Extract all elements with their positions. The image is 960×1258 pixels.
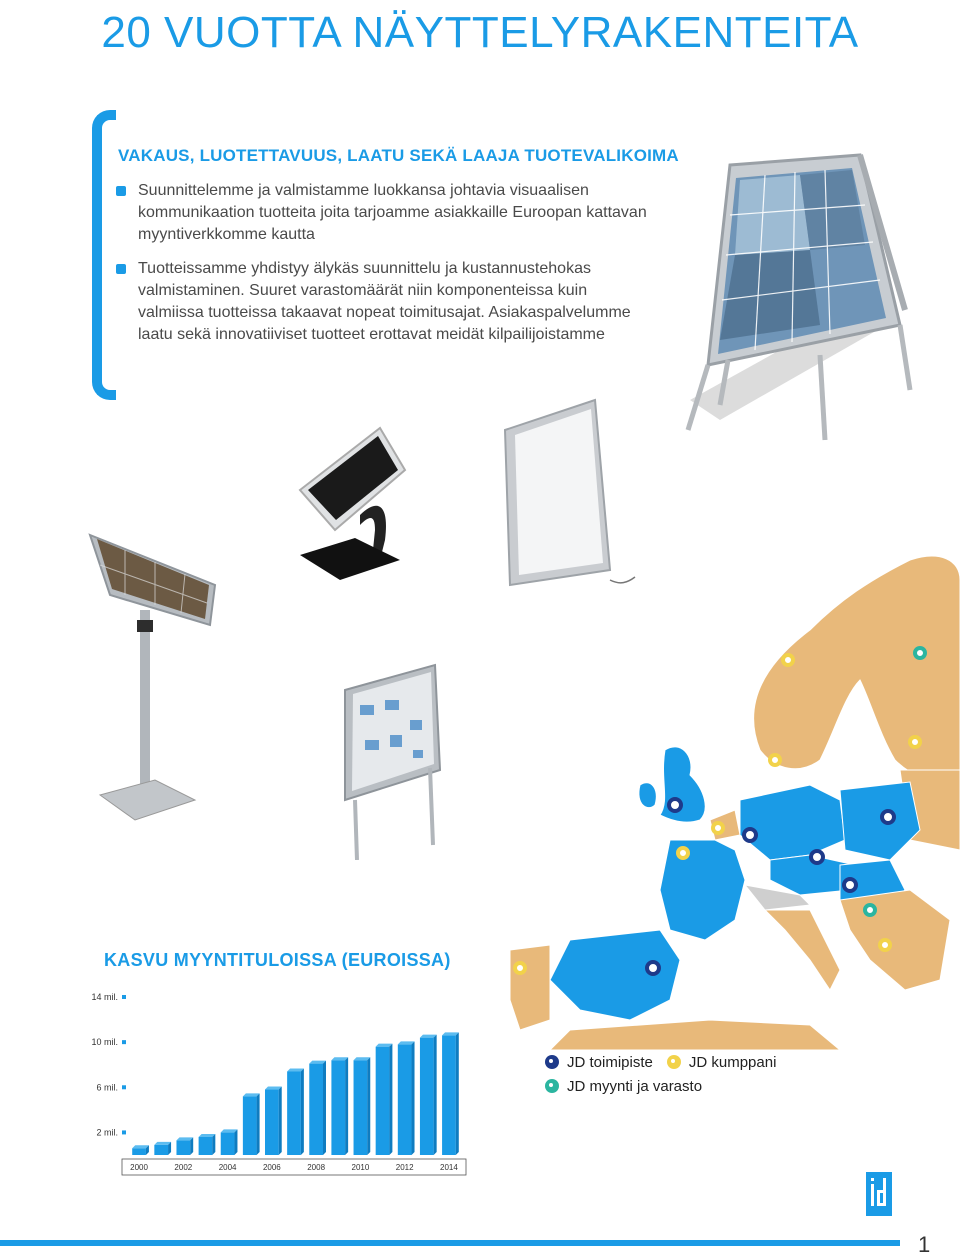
bar-2000 <box>132 1148 146 1155</box>
section-heading: VAKAUS, LUOTETTAVUUS, LAATU SEKÄ LAAJA TUOTEVALIKOIMA <box>118 146 679 165</box>
x-tick-label: 2010 <box>351 1163 370 1172</box>
x-tick-label: 2012 <box>395 1163 414 1172</box>
y-tick-mark <box>122 1040 126 1044</box>
display-case-image <box>335 660 455 860</box>
legend-row <box>545 1074 776 1098</box>
x-tick-label: 2014 <box>440 1163 458 1172</box>
y-tick-mark <box>122 995 126 999</box>
y-tick-label: 14 mil. <box>91 992 118 1002</box>
bracket-decoration <box>92 110 116 400</box>
x-tick-label: 2008 <box>307 1163 326 1172</box>
jd-logo <box>866 1172 892 1216</box>
bar-side-2005 <box>257 1093 260 1155</box>
bar-side-2007 <box>301 1068 304 1155</box>
bar-side-2004 <box>234 1129 237 1155</box>
bar-side-2010 <box>367 1057 370 1155</box>
sales-heading: KASVU MYYNTITULOISSA (EUROISSA) <box>104 950 451 970</box>
bullet-icon <box>116 264 126 274</box>
office-marker-icon <box>545 1055 559 1069</box>
y-tick-mark <box>122 1085 126 1089</box>
bar-2007 <box>287 1071 301 1155</box>
tablet-stand-image <box>280 420 420 580</box>
bullet-text: Tuotteissamme yhdistyy älykäs suunnittelu ja kustannustehokas valmistaminen. Suuret varastomäärät niin komponenteissa kuin valmiissa tuotteissa takaavat nopeat toimitusajat. Asiakaspalvelumme laatu sekä innovatiiviset tuotteet erottavat meidät kilpailijoistamme <box>138 260 631 343</box>
y-tick-label: 2 mil. <box>96 1127 118 1138</box>
bar-2006 <box>265 1090 279 1155</box>
page-number: 1 <box>918 1232 931 1257</box>
map-legend <box>545 1050 776 1098</box>
bar-2010 <box>354 1060 368 1155</box>
list-item <box>116 180 656 246</box>
bar-2008 <box>309 1064 323 1155</box>
x-tick-label: 2006 <box>262 1163 281 1172</box>
bar-2012 <box>398 1044 412 1155</box>
bullet-text: Suunnittelemme ja valmistamme luokkansa johtavia visuaalisen kommunikaation tuotteita joita tarjoamme asiakkaille Euroopan kattavan myyntiverkkomme kautta <box>138 182 647 243</box>
bar-2011 <box>376 1047 390 1155</box>
bar-2004 <box>221 1132 235 1155</box>
y-tick-label: 10 mil. <box>91 1037 118 1048</box>
bar-2003 <box>199 1137 213 1155</box>
y-tick-label: 6 mil. <box>96 1082 118 1093</box>
bar-side-2003 <box>212 1134 215 1155</box>
sales-storage-marker-icon <box>545 1079 559 1093</box>
legend-office-label: JD toimipiste <box>567 1053 653 1071</box>
menu-stand-image <box>85 525 235 825</box>
bar-side-2009 <box>345 1057 348 1155</box>
list-item <box>116 258 656 346</box>
bar-side-2011 <box>389 1044 392 1155</box>
bar-2009 <box>331 1060 345 1155</box>
x-tick-label: 2002 <box>174 1163 193 1172</box>
bar-side-2013 <box>434 1035 437 1155</box>
partner-marker-icon <box>667 1055 681 1069</box>
legend-partner-label: JD kumppani <box>688 1053 777 1071</box>
bar-2001 <box>154 1145 168 1155</box>
legend-sales-storage-label: JD myynti ja varasto <box>567 1077 703 1095</box>
bar-side-2006 <box>279 1087 282 1155</box>
bullet-list <box>116 180 656 358</box>
bar-2002 <box>176 1140 190 1155</box>
legend-row <box>545 1050 776 1074</box>
bar-side-2012 <box>412 1041 415 1155</box>
page-title: 20 VUOTTA NÄYTTELYRAKENTEITA <box>101 8 859 57</box>
bar-side-2014 <box>456 1032 459 1155</box>
sales-bar-chart <box>80 985 480 1185</box>
a-board-stand-image <box>680 150 920 450</box>
europe-map <box>510 520 960 1050</box>
x-tick-label: 2004 <box>218 1163 237 1172</box>
bar-side-2002 <box>190 1137 193 1155</box>
y-tick-mark <box>122 1130 126 1134</box>
bar-2013 <box>420 1038 434 1155</box>
bar-2014 <box>442 1035 456 1155</box>
bar-side-2008 <box>323 1061 326 1155</box>
bullet-icon <box>116 186 126 196</box>
bar-2005 <box>243 1096 257 1155</box>
bottom-bar <box>0 1240 900 1246</box>
x-tick-label: 2000 <box>130 1163 148 1172</box>
